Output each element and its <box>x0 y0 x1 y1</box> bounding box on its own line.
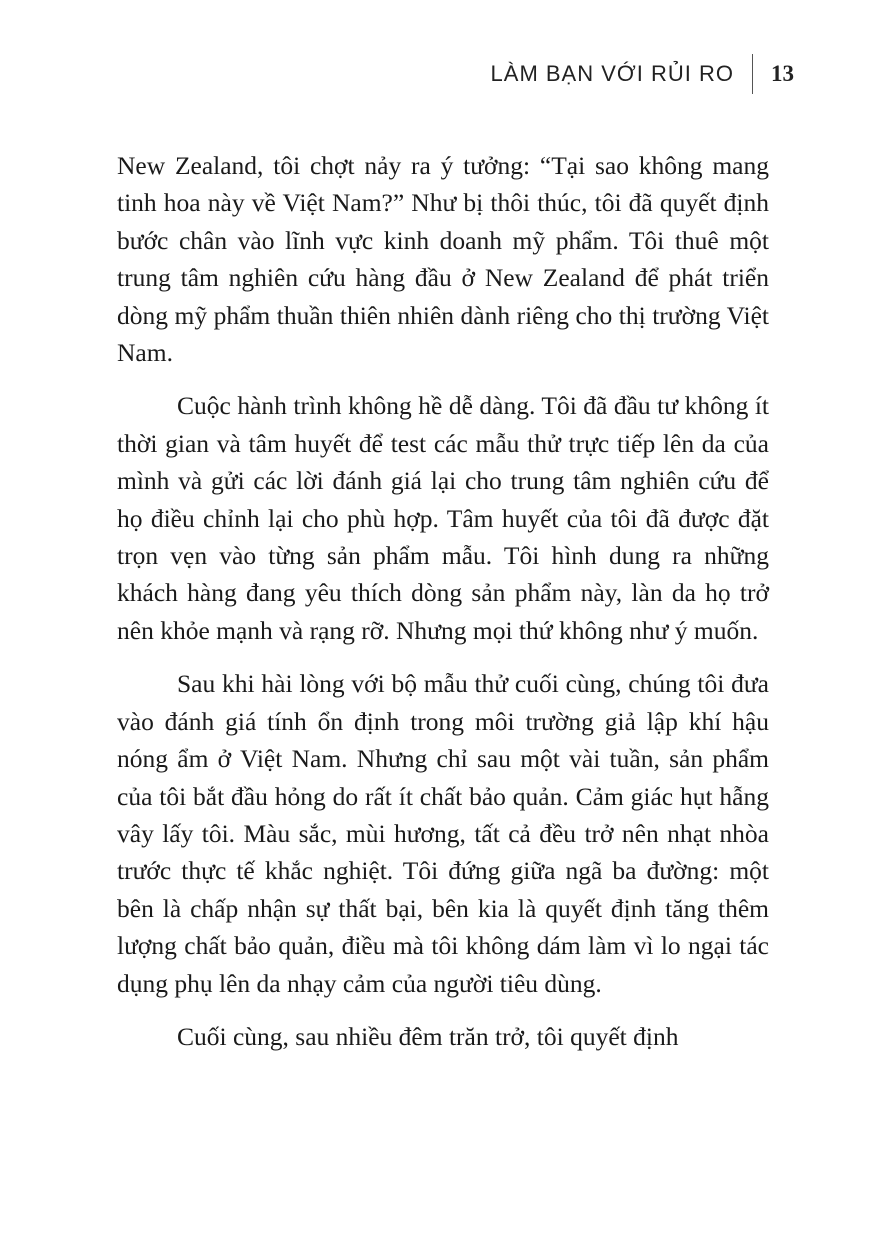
paragraph-1: New Zealand, tôi chợt nảy ra ý tưởng: “Tại sao không mang tinh hoa này về Việt Nam?” Như bị thôi thúc, tôi đã quyết định bước chân vào lĩnh vực kinh doanh mỹ phẩm. Tôi thuê một trung tâm nghiên cứu hàng đầu ở New Zealand để phát triển dòng mỹ phẩm thuần thiên nhiên dành riêng cho thị trường Việt Nam. <box>117 151 769 368</box>
page-number: 13 <box>771 61 794 86</box>
paragraph-2: Cuộc hành trình không hề dễ dàng. Tôi đã đầu tư không ít thời gian và tâm huyết để test các mẫu thử trực tiếp lên da của mình và gửi các lời đánh giá lại cho trung tâm nghiên cứu để họ điều chỉnh lại cho phù hợp. Tâm huyết của tôi đã được đặt trọn vẹn vào từng sản phẩm mẫu. Tôi hình dung ra những khách hàng đang yêu thích dòng sản phẩm này, làn da họ trở nên khỏe mạnh và rạng rỡ. Nhưng mọi thứ không như ý muốn. <box>117 391 769 645</box>
running-title: LÀM BẠN VỚI RỦI RO <box>490 61 734 86</box>
paragraph-3: Sau khi hài lòng với bộ mẫu thử cuối cùng, chúng tôi đưa vào đánh giá tính ổn định trong môi trường giả lập khí hậu nóng ẩm ở Việt Nam. Nhưng chỉ sau một vài tuần, sản phẩm của tôi bắt đầu hỏng do rất ít chất bảo quản. Cảm giác hụt hẫng vây lấy tôi. Màu sắc, mùi hương, tất cả đều trở nên nhạt nhòa trước thực tế khắc nghiệt. Tôi đứng giữa ngã ba đường: một bên là chấp nhận sự thất bại, bên kia là quyết định tăng thêm lượng chất bảo quản, điều mà tôi không dám làm vì lo ngại tác dụng phụ lên da nhạy cảm của người tiêu dùng. <box>117 669 769 998</box>
running-header <box>491 54 794 94</box>
body-text <box>117 147 769 1071</box>
paragraph-4: Cuối cùng, sau nhiều đêm trăn trở, tôi quyết định <box>177 1021 679 1051</box>
